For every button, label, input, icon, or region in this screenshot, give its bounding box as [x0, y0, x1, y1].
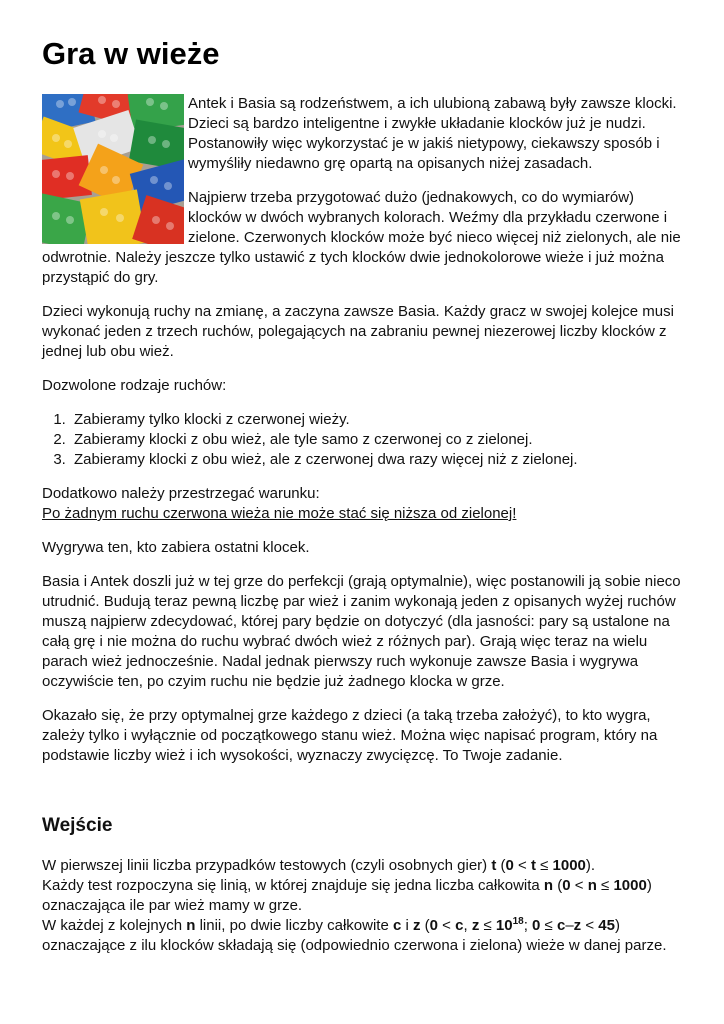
- input-text: W każdej z kolejnych: [42, 917, 187, 934]
- input-text: <: [513, 857, 531, 874]
- input-text: ≤: [596, 877, 614, 894]
- moves-list: [42, 410, 682, 470]
- moves-intro: Dozwolone rodzaje ruchów:: [42, 377, 227, 394]
- input-text: linii, po dwie liczby całkowite: [195, 917, 393, 934]
- input-var: z: [471, 917, 480, 934]
- input-var: 45: [598, 917, 615, 934]
- input-var: c: [455, 917, 464, 934]
- input-text: ;: [523, 917, 533, 934]
- condition-text: Po żadnym ruchu czerwona wieża nie może stać się niższa od zielonej!: [42, 505, 517, 522]
- input-text: (: [496, 857, 506, 874]
- input-text: Każdy test rozpoczyna się linią, w której znajduje się jedna liczba całkowita: [42, 877, 544, 894]
- intro-paragraph-3: Dzieci wykonują ruchy na zmianę, a zaczyna zawsze Basia. Każdy gracz w swojej kolejce musi wykonać jeden z trzech ruchów, polegających na zabraniu pewnej niezerowej liczby klocków z jednej lub obu wież.: [42, 303, 674, 360]
- list-item: 2. Zabieramy klocki z obu wież, ale tyle samo z czerwonej co z zielonej.: [70, 430, 682, 450]
- input-text: –: [565, 917, 574, 934]
- input-var: t: [491, 857, 497, 874]
- input-var: 1000: [613, 877, 647, 894]
- intro-paragraph-2: Najpierw trzeba przygotować dużo (jednakowych, co do wymiarów) klocków w dwóch wybranych kolorach. Weźmy dla przykładu czerwone i zielone. Czerwonych klocków może być nieco więcej niż zielonych, ale nie odwrotnie. Należy jeszcze tylko ustawić z tych klocków dwie jednokolorowe wieże i już można przystąpić do gry.: [42, 189, 681, 286]
- input-text: <: [570, 877, 588, 894]
- input-text: ).: [585, 857, 596, 874]
- input-var: 0: [532, 917, 541, 934]
- list-item: 1. Zabieramy tylko klocki z czerwonej wieży.: [70, 410, 682, 430]
- intro-paragraph-1: Antek i Basia są rodzeństwem, a ich ulubioną zabawą były zawsze klocki. Dzieci są bardzo inteligentne i zwykłe układanie klocków już je nudzi. Postanowiły więc wykorzystać je w jakiś nietypowy, ciekawszy sposób i wymyśliły niedawno grę opartą na opisanych niżej zasadach.: [188, 95, 677, 172]
- input-var: n: [186, 917, 196, 934]
- input-var: 0: [562, 877, 571, 894]
- input-description: [42, 856, 682, 956]
- task-paragraph: Okazało się, że przy optymalnej grze każdego z dzieci (a taką trzeba założyć), to kto wygra, zależy tylko i wyłącznie od początkowego stanu wież. Można więc napisać program, który na podstawie liczby wież i ich wysokości, wyznaczy zwycięzcę. To Twoje zadanie.: [42, 707, 658, 764]
- input-text: (: [553, 877, 563, 894]
- input-var: 1000: [552, 857, 586, 874]
- input-text: ≤: [540, 917, 557, 934]
- input-text: W pierwszej linii liczba przypadków testowych (czyli osobnych gier): [42, 857, 492, 874]
- input-text: <: [581, 917, 599, 934]
- input-exponent: 18: [512, 916, 524, 927]
- input-var: n: [587, 877, 597, 894]
- input-text: ≤: [479, 917, 496, 934]
- input-var: 0: [505, 857, 514, 874]
- input-var: 10: [495, 917, 513, 934]
- input-var: z: [413, 917, 421, 934]
- condition-intro: Dodatkowo należy przestrzegać warunku:: [42, 485, 320, 502]
- document-body: [42, 94, 682, 956]
- input-var: t: [530, 857, 536, 874]
- input-text: <: [438, 917, 456, 934]
- condition-paragraph: [42, 484, 682, 524]
- input-text: ≤: [535, 857, 553, 874]
- input-var: c: [556, 917, 566, 934]
- section-spacer: [42, 780, 682, 816]
- page-title: Gra w wieże: [42, 36, 220, 71]
- list-item: 3. Zabieramy klocki z obu wież, ale z czerwonej dwa razy więcej niż z zielonej.: [70, 450, 682, 470]
- input-var: z: [573, 917, 582, 934]
- input-heading: Wejście: [42, 815, 113, 836]
- input-var: 0: [429, 917, 439, 934]
- input-text: ) oznaczające z ilu klocków składają się (odpowiednio czerwona i zielona) wieże w danej parze.: [42, 917, 667, 954]
- input-text: ,: [463, 917, 472, 934]
- input-var: n: [543, 877, 554, 894]
- perfect-play-paragraph: Basia i Antek doszli już w tej grze do perfekcji (grają optymalnie), więc postanowili ją sobie nieco utrudnić. Budują teraz pewną liczbę par wież i zanim wykonają jeden z opisanych wyżej ruchów muszą najpierw zdecydować, której pary będzie on dotyczyć (dla jasności: pary są ustalone na całą grę i nie można do ruchu wybrać dwóch wież z różnych par). Grają więc teraz na wielu parach wież jednocześnie. Nadal jednak pierwszy ruch wykonuje zawsze Basia i wygrywa oczywiście ten, po czyim ruchu nie będzie już żadnego klocka w grze.: [42, 573, 681, 690]
- input-text: ) oznaczająca ile par wież mamy w grze.: [42, 877, 652, 914]
- lego-bricks-photo: [42, 94, 184, 244]
- input-text: i: [401, 917, 413, 934]
- input-var: c: [392, 917, 402, 934]
- winner-paragraph: Wygrywa ten, kto zabiera ostatni klocek.: [42, 539, 310, 556]
- input-text: (: [420, 917, 430, 934]
